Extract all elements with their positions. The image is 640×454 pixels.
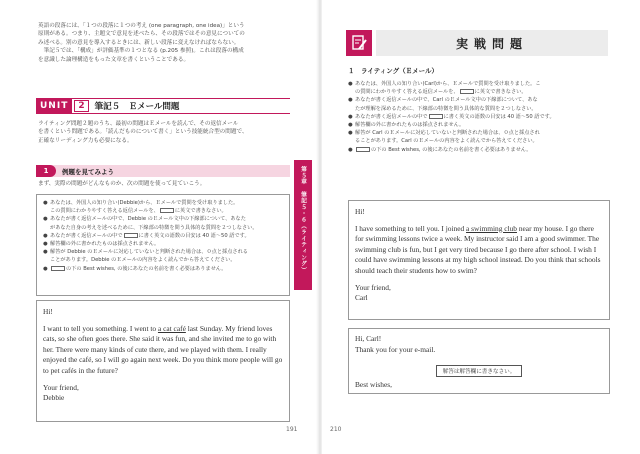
- unit-intro-line: ライティング問題２題のうち、最初の問題はＥメールを読んで、その返信メール: [38, 121, 239, 127]
- email-greeting: Hi!: [355, 207, 365, 216]
- blank-box: [460, 89, 474, 94]
- intro-text: [38, 22, 290, 64]
- unit-intro: [38, 120, 290, 145]
- task-bullet: ことがあります。Debbie のＥメールの内容をよく読んでから答えてください。: [50, 257, 236, 264]
- task-bullet: ● あなたが書く返信メールの中で、Carl のＥメール文中の下線部について、あな: [348, 97, 538, 104]
- left-page: [0, 0, 318, 454]
- task-bullet: ● 解答が Carl のＥメールに対応していないと判断された場合は、０点と採点され: [348, 130, 540, 137]
- pencil-note-icon: [346, 30, 372, 56]
- blank-box: [356, 147, 370, 152]
- carl-email: [348, 200, 610, 320]
- intro-line: み述べる。別の意見を導入するときには、新しい段落に変えなければならない。: [38, 39, 240, 46]
- task-bullet: たが理解を深めるために、下線部の特徴を問う具体的な質問を２つしなさい。: [355, 105, 537, 112]
- intro-line: を意識した論理構造をもった文章を書くということである。: [38, 56, 190, 63]
- right-page: [322, 0, 640, 454]
- email-body: I want to tell you something. I went to a cat café last Sunday. My friend loves cats, so she often goes there. She said it was fun, and she invited me to go with her. There were many kinds of cute there, and we played with them. I really enjoyed the café, so I will go again next week. Do you think more people will go to pet cafés in the future?: [43, 323, 283, 375]
- intro-line: 筆記５では、「構成」が評価基準の１つとなる (p.205 参照)。これは段落の構成: [38, 48, 244, 55]
- email-signature: Debbie: [43, 393, 65, 403]
- task-bullet: ● の下の Best wishes, の後にあなたの名前を書く必要はありません。: [348, 146, 532, 153]
- email-greeting: Hi!: [43, 307, 53, 316]
- blank-box: [51, 266, 65, 271]
- task-bullet: ● あなたは、外国人の知り合い(Carl)から、Ｅメールで質問を受け取りました。こ: [348, 81, 541, 87]
- reply-closing: Best wishes,: [355, 380, 392, 390]
- task-instructions: [348, 80, 610, 154]
- example-title: 例題を見てみよう: [62, 167, 114, 176]
- task-bullet: ● 解答が Debbie のＥメールに対応していないと判断された場合は、０点と採点される: [43, 249, 248, 256]
- email-body: I have something to tell you. I joined a swimming club near my house. I go there for swimming lessons twice a week. My instructor said I am a good swimmer. The swimming club is fun, but I get very tired because I go there after school. I wish I could have swimming lessons at my high school instead. Do you think that schools should teach their students how to swim?: [355, 223, 601, 275]
- task-instructions-box: [36, 194, 290, 296]
- page-number: 191: [286, 426, 298, 433]
- intro-line: 原則がある。つまり、主題文で意見を述べたら、その段落ではその意見についての: [38, 31, 245, 38]
- task-bullet: この質問にわかりやすく答える返信メールを、 に英文で書きなさい。: [50, 208, 227, 215]
- task-bullet: ることがあります。Carl のＥメールの内容をよく読んでから答えてください。: [355, 138, 538, 145]
- task-bullet: ● の下の Best wishes, の後にあなたの名前を書く必要はありません。: [43, 265, 227, 272]
- unit-number: 2: [74, 100, 88, 112]
- answer-area-note: 解答は解答欄に書きなさい。: [436, 365, 523, 377]
- example-number: 1: [36, 165, 56, 177]
- unit-heading: [36, 98, 290, 114]
- task-bullet: ● あなたが書く返信メールの中で に書く英文の語数の目安は 40 語〜50 語です。: [348, 113, 555, 120]
- page-number: 210: [330, 426, 342, 433]
- email-signature: Carl: [355, 293, 368, 303]
- example-subtitle: まず、実際の問題がどんなものか、次の問題を使って見ていこう。: [38, 181, 206, 187]
- task-bullet: ● 解答欄の外に書かれたものは採点されません。: [348, 122, 465, 129]
- section-title: 実戦問題: [376, 30, 608, 56]
- unit-title: 筆記５ Ｅメール問題: [94, 102, 180, 112]
- email-closing: Your friend,: [355, 282, 391, 292]
- reply-template: [348, 328, 610, 394]
- task-bullet: ● あなたが書く返信メールの中で、Debbie のＥメール文中の下線部について、あなた: [43, 216, 246, 223]
- blank-box: [124, 233, 138, 238]
- blank-box: [160, 208, 174, 213]
- debbie-email: [36, 300, 290, 422]
- blank-box: [429, 114, 443, 119]
- unit-tag: UNIT: [36, 99, 72, 113]
- task-bullet: ● 解答欄の外に書かれたものは採点されません。: [43, 241, 160, 248]
- task-bullet: の質問にわかりやすく答える返信メールを、 に英文で書きなさい。: [355, 89, 527, 96]
- underlined-phrase: a cat café: [157, 323, 186, 333]
- reply-line: Thank you for your e-mail.: [355, 344, 436, 354]
- task-bullet: があなた自身の考えを述べるために、下線部の特徴を問う具体的な質問を２つしなさい。: [50, 224, 258, 231]
- example-heading: [36, 165, 290, 177]
- task-bullet: ● あなたが書く返信メールの中で に書く英文の語数の目安は 40 語〜50 語です。: [43, 232, 250, 239]
- intro-line: 英語の段落には、「１つの段落に１つの考え (one paragraph, one idea)」という: [38, 23, 245, 29]
- underlined-phrase: a swimming club: [466, 223, 517, 233]
- question-heading: １ ライティング（Ｅメール）: [348, 67, 439, 75]
- email-closing: Your friend,: [43, 382, 79, 392]
- unit-intro-line: を書くという問題である。「読んだものについて書く」という技能統合型の問題で、: [38, 129, 248, 136]
- reply-greeting: Hi, Carl!: [355, 334, 382, 343]
- task-bullet: ● あなたは、外国人の知り合い(Debbie)から、Ｅメールで質問を受け取りました。: [43, 200, 239, 206]
- unit-intro-line: 正確なリーディング力も必要になる。: [38, 137, 133, 144]
- chapter-side-tab: 第５章 筆記５・６（ライティング）: [294, 160, 312, 290]
- section-header: [346, 30, 608, 56]
